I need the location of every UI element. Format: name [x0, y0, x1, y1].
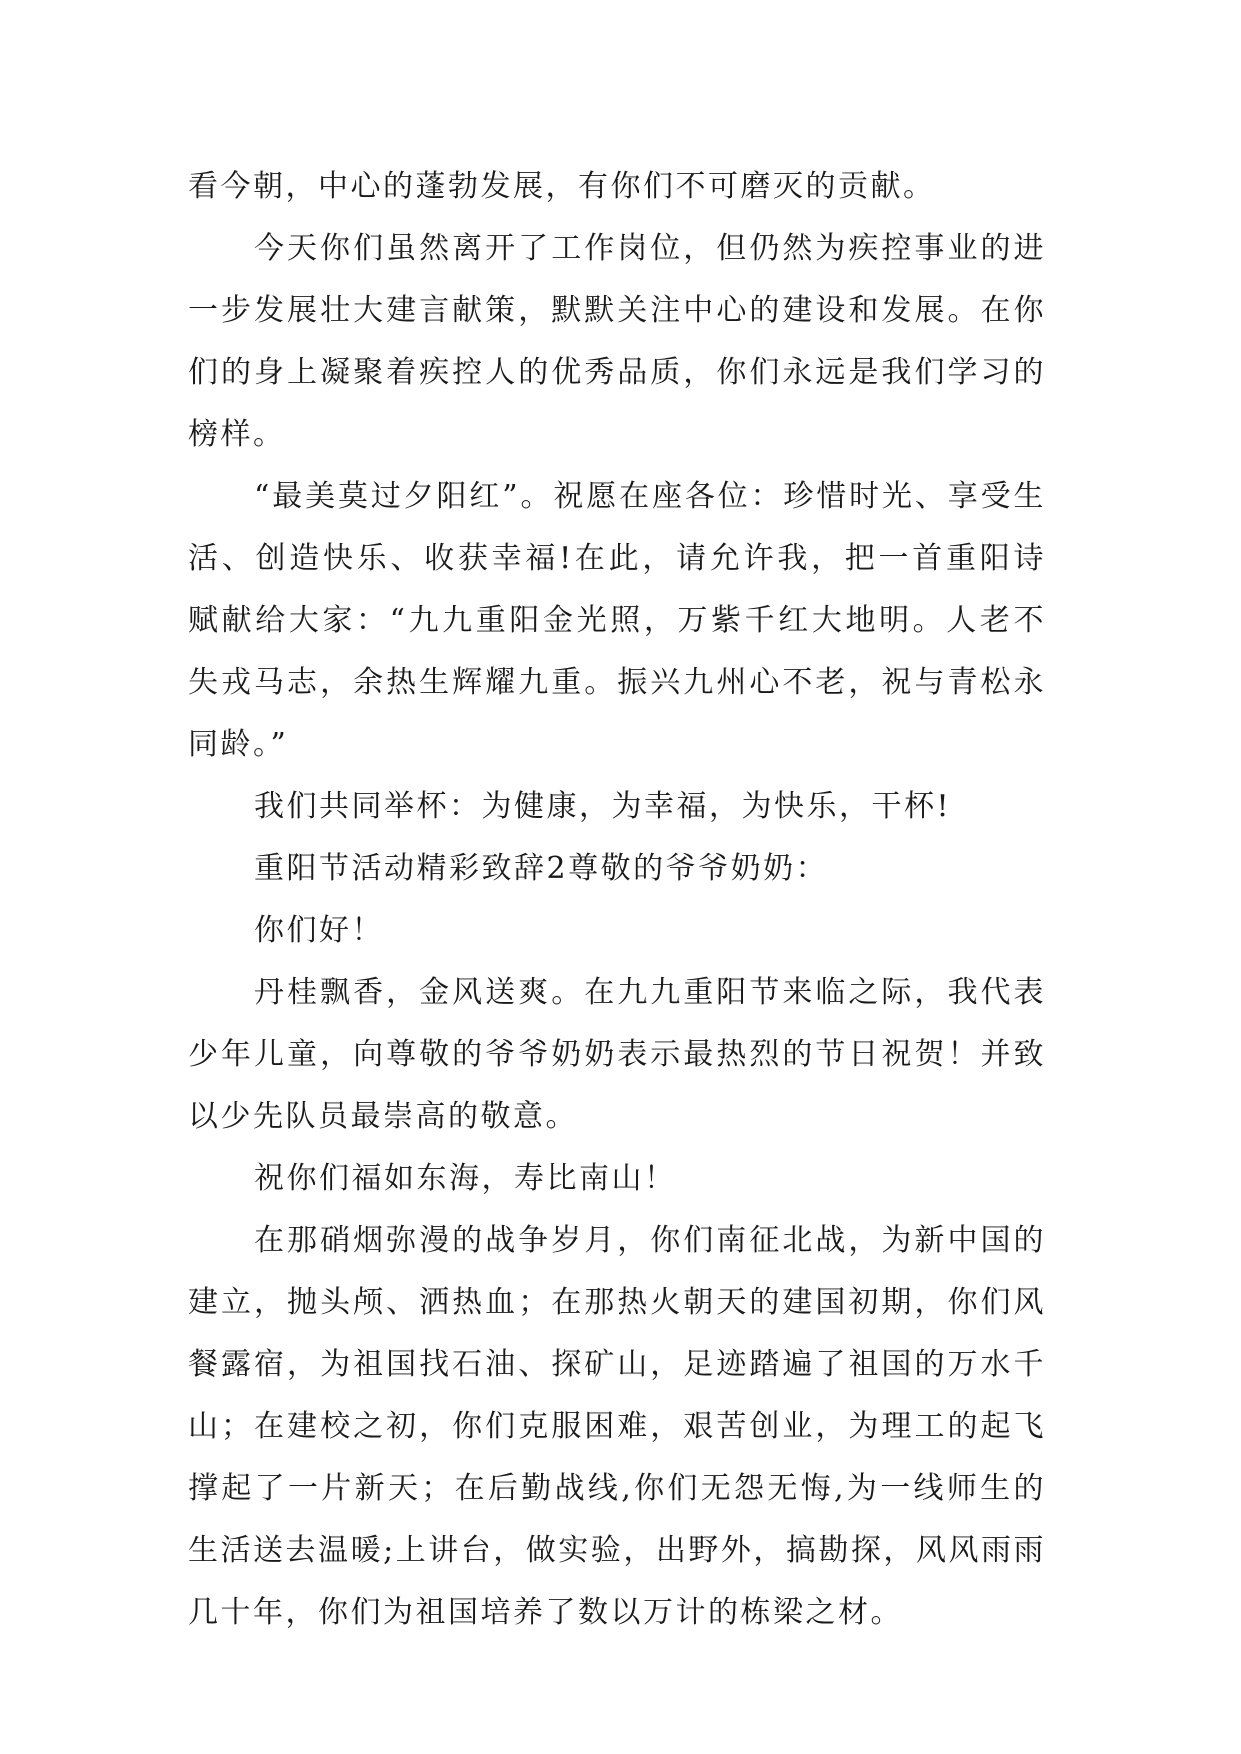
paragraph: 在那硝烟弥漫的战争岁月，你们南征北战，为新中国的建立，抛头颅、洒热血；在那热火朝天的建国初期，你们风餐露宿，为祖国找石油、探矿山，足迹踏遍了祖国的万水千山；在建校之初，你们克服困难，艰苦创业，为理工的起飞撑起了一片新天；在后勤战线,你们无怨无悔,为一线师生的生活送去温暖;上讲台，做实验，出野外，搞勘探，风风雨雨几十年，你们为祖国培养了数以万计的栋梁之材。 — [188, 1223, 1046, 1630]
paragraph: 看今朝，中心的蓬勃发展，有你们不可磨灭的贡献。 — [188, 169, 936, 204]
paragraph: 你们好！ — [254, 913, 384, 948]
document-body — [188, 156, 1046, 1644]
paragraph: 丹桂飘香，金风送爽。在九九重阳节来临之际，我代表少年儿童，向尊敬的爷爷奶奶表示最热烈的节日祝贺！并致以少先队员最崇高的敬意。 — [188, 975, 1046, 1134]
section-heading-paragraph: 重阳节活动精彩致辞2尊敬的爷爷奶奶： — [254, 851, 829, 886]
paragraph: “最美莫过夕阳红”。祝愿在座各位：珍惜时光、享受生活、创造快乐、收获幸福!在此，请允许我，把一首重阳诗赋献给大家：“九九重阳金光照，万紫千红大地明。人老不失戎马志，余热生辉耀九重。振兴九州心不老，祝与青松永同龄。” — [188, 479, 1046, 762]
paragraph: 祝你们福如东海，寿比南山！ — [254, 1161, 677, 1196]
paragraph: 我们共同举杯：为健康，为幸福，为快乐，干杯! — [254, 789, 952, 824]
paragraph: 今天你们虽然离开了工作岗位，但仍然为疾控事业的进一步发展壮大建言献策，默默关注中心的建设和发展。在你们的身上凝聚着疾控人的优秀品质，你们永远是我们学习的榜样。 — [188, 231, 1046, 452]
